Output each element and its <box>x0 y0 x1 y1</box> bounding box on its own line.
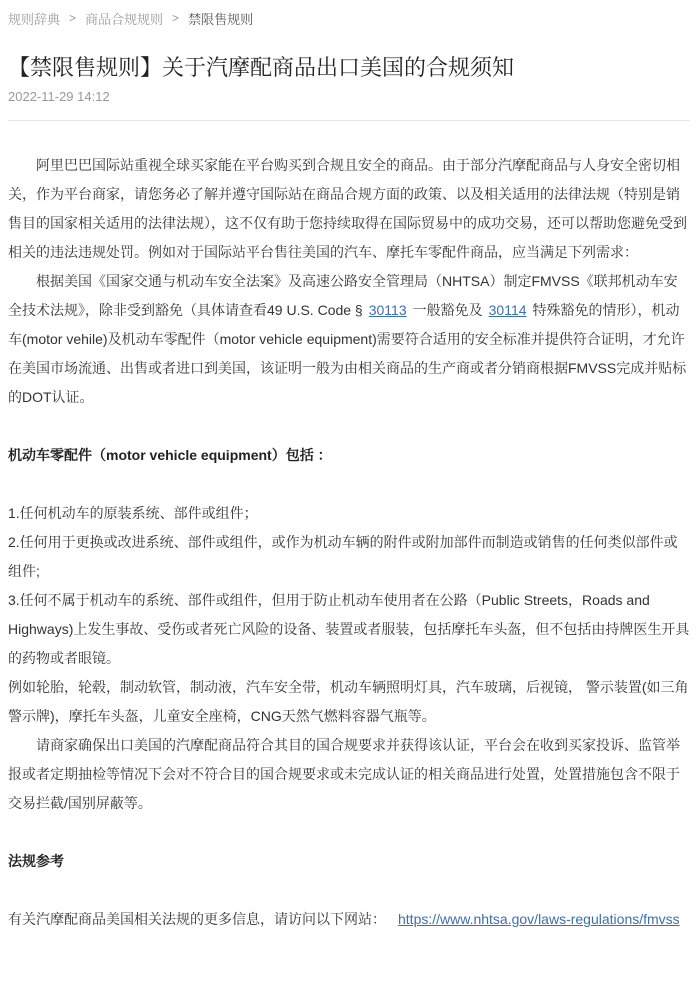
spacer <box>8 470 690 499</box>
regulation-text-part3: 特殊豁免的情形），机动车(motor vehile)及机动车零配件（motor vehicle equipment)需要符合适用的安全标准并提供符合证明，才允许在美国市场流通、出售或者进口到美国，该证明一般为由相关商品的生产商或者分销商根据FMVSS完成并贴标的DOT认证。 <box>8 302 687 405</box>
merchant-notice-paragraph: 请商家确保出口美国的汽摩配商品符合其目的国合规要求并获得该认证，平台会在收到买家投诉、监管举报或者定期抽检等情况下会对不符合目的国合规要求或未完成认证的相关商品进行处置，处置措施包含不限于交易拦截/国别屏蔽等。 <box>8 737 680 811</box>
regulation-text-part1: 根据美国《国家交通与机动车安全法案》及高速公路安全管理局（NHTSA）制定FMVSS《联邦机动车安全技术法规》，除非受到豁免（具体请查看49 U.S. Code § <box>8 273 678 318</box>
breadcrumb-separator: > <box>69 11 77 25</box>
breadcrumb-separator: > <box>172 11 180 25</box>
breadcrumb-item-rules-dictionary[interactable]: 规则辞典 <box>8 11 61 27</box>
breadcrumb <box>8 0 690 36</box>
list-item: 2.任何用于更换或改进系统、部件或组件，或作为机动车辆的附件或附加部件而制造或销售的任何类似部件或组件; <box>8 534 678 579</box>
nhtsa-fmvss-link[interactable]: https://www.nhtsa.gov/laws-regulations/fmvss <box>398 911 680 927</box>
title-divider <box>8 120 690 121</box>
list-item: 3.任何不属于机动车的系统、部件或组件，但用于防止机动车使用者在公路（Public Streets，Roads and Highways)上发生事故、受伤或者死亡风险的设备、装置或者服装，包括摩托车头盔，但不包括由持牌医生开具的药物或者眼镜。 <box>8 592 690 666</box>
spacer <box>8 876 690 905</box>
examples-paragraph: 例如轮胎，轮毂，制动软管，制动液，汽车安全带，机动车辆照明灯具，汽车玻璃，后视镜， 警示装置(如三角警示牌)，摩托车头盔，儿童安全座椅，CNG天然气燃料容器气瓶等。 <box>8 679 689 724</box>
list-item: 1.任何机动车的原装系统、部件或组件； <box>8 505 258 521</box>
references-heading: 法规参考 <box>8 853 64 869</box>
publish-date: 2022-11-29 14:12 <box>8 89 110 104</box>
intro-paragraph: 阿里巴巴国际站重视全球买家能在平台购买到合规且安全的商品。由于部分汽摩配商品与人身安全密切相关，作为平台商家，请您务必了解并遵守国际站在商品合规方面的政策、以及相关适用的法律法规（特别是销售目的国家相关适用的法律法规），这不仅有助于您持续取得在国际贸易中的成功交易，还可以帮助您避免受到相关的违法违规处罚。例如对于国际站平台售往美国的汽车、摩托车零配件商品，应当满足下列需求： <box>8 157 687 260</box>
article-body <box>8 151 690 934</box>
regulation-paragraph <box>8 267 690 412</box>
spacer <box>8 818 690 847</box>
references-text: 有关汽摩配商品美国相关法规的更多信息，请访问以下网站： <box>8 911 386 927</box>
breadcrumb-item-current: 禁限售规则 <box>188 11 254 27</box>
regulation-text-part2: 一般豁免及 <box>412 302 483 318</box>
equipment-heading: 机动车零配件（motor vehicle equipment）包括 ： <box>8 447 332 463</box>
spacer <box>8 412 690 441</box>
references-paragraph <box>8 905 690 934</box>
code-30113-link[interactable]: 30113 <box>368 302 407 318</box>
page-title: 【禁限售规则】关于汽摩配商品出口美国的合规须知 <box>8 55 515 80</box>
breadcrumb-item-product-compliance[interactable]: 商品合规规则 <box>85 11 164 27</box>
code-30114-link[interactable]: 30114 <box>488 302 527 318</box>
